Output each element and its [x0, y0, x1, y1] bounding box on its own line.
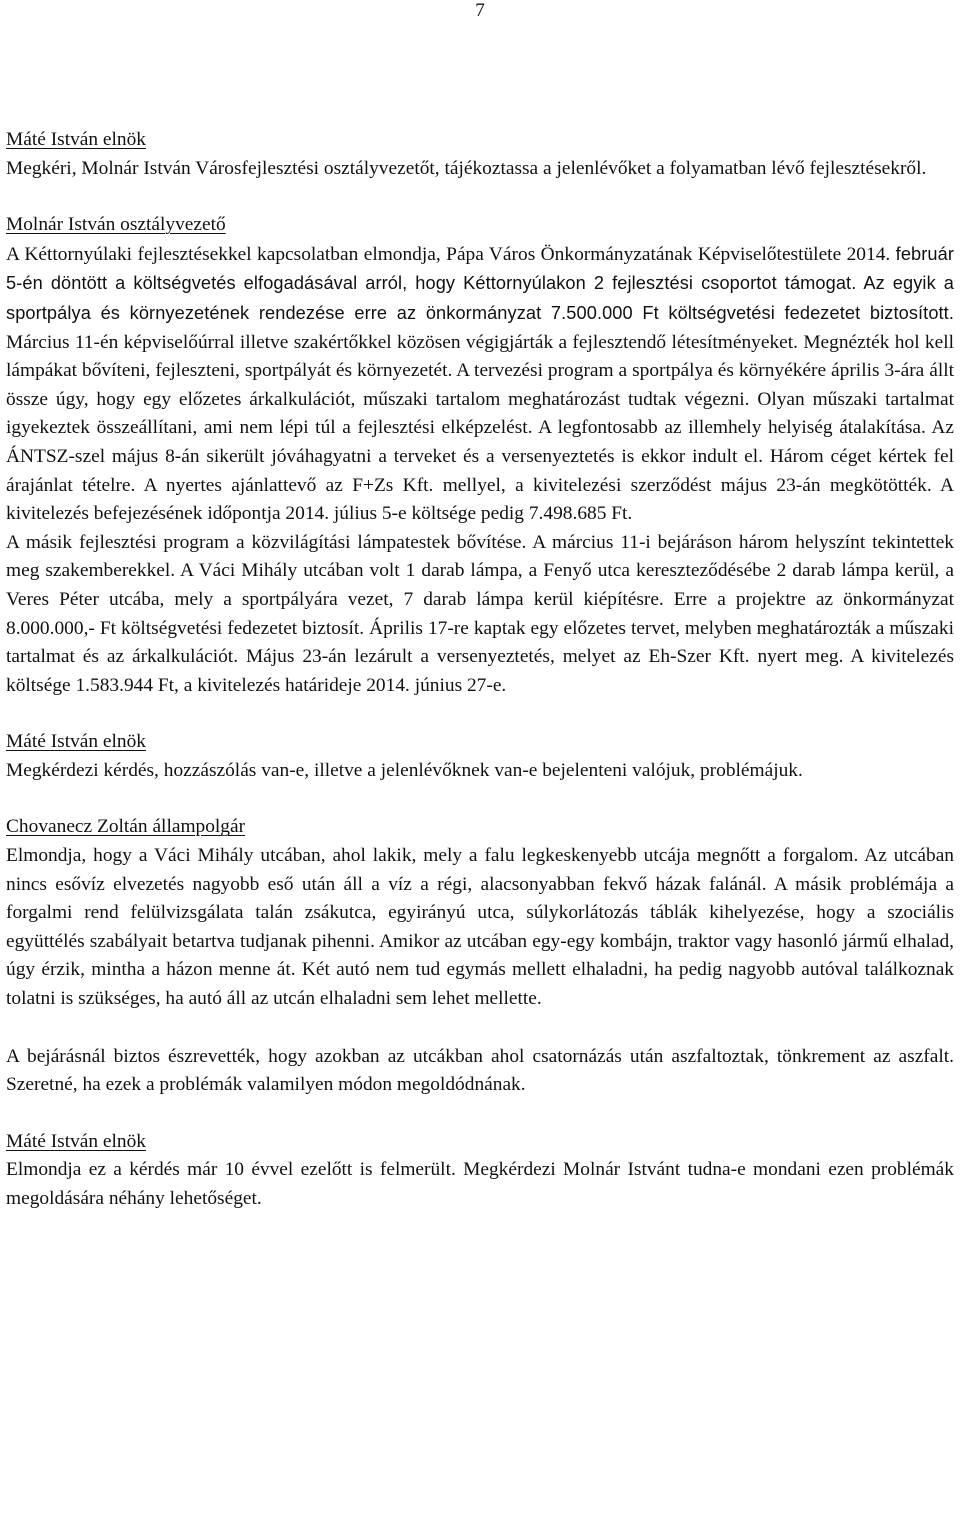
- paragraph-spacer: [6, 1014, 954, 1043]
- page-number: 7: [475, 0, 485, 21]
- paragraph: [6, 757, 954, 786]
- minutes-entry: [6, 1128, 954, 1214]
- paragraph: [6, 155, 954, 184]
- speaker-name: Máté István elnök: [6, 1130, 147, 1152]
- minutes-entry: [6, 126, 954, 183]
- text-segment: február 5-én döntött a költségvetés elfogadásával arról, hogy Kéttornyúlakon 2 fejlesztési csoportot támogat. Az egyik a sportpálya és környezetének rendezése erre az önkormányzat 7.500.000 Ft költségvetési fedezetet biztosított.: [6, 243, 954, 323]
- text-segment: Elmondja, hogy a Váci Mihály utcában, ahol lakik, mely a falu legkeskenyebb utcája megnőtt a forgalom. Az utcában nincs esővíz elvezetés nagyobb eső után áll a víz a régi, alacsonyabban fekvő házak falánál. A másik problémája a forgalmi rend felülvizsgálata talán zsákutca, egyirányú utca, súlykorlátozás táblák kihelyezése, hogy a szociális együttélés szabályait betartva tudjanak pihenni. Amikor az utcában egy-egy kombájn, traktor vagy hasonló jármű elhalad, úgy érzik, mintha a házon menne át. Két autó nem tud egymás mellett elhaladni, ha pedig nagyobb autóval találkoznak tolatni is szükséges, ha autó áll az utcán elhaladni sem lehet mellette.: [6, 845, 954, 1010]
- text-segment: Megkéri, Molnár István Városfejlesztési osztályvezetőt, tájékoztassa a jelenlévőket a folyamatban lévő fejlesztésekről.: [6, 157, 927, 179]
- paragraph: [6, 529, 954, 701]
- paragraph: [6, 240, 954, 529]
- speaker-name: Máté István elnök: [6, 129, 147, 150]
- minutes-entry: [6, 211, 954, 700]
- minutes-entry: [6, 728, 954, 785]
- paragraph: [6, 1156, 954, 1213]
- speaker-name: Máté István elnök: [6, 731, 147, 753]
- text-segment: A Kéttornyúlaki fejlesztésekkel kapcsolatban elmondja, Pápa Város Önkormányzatának Képviselőtestülete 2014.: [6, 243, 896, 265]
- text-segment: Megkérdezi kérdés, hozzászólás van-e, illetve a jelenlévőknek van-e bejelenteni valójuk, problémájuk.: [6, 759, 803, 781]
- text-segment: A bejárásnál biztos észrevették, hogy azokban az utcákban ahol csatornázás után aszfaltoztak, tönkrement az aszfalt. Szeretné, ha ezek a problémák valamilyen módon megoldódnának.: [6, 1045, 954, 1096]
- paragraph: [6, 1043, 954, 1100]
- text-segment: Elmondja ez a kérdés már 10 évvel ezelőtt is felmerült. Megkérdezi Molnár Istvánt tudna-e mondani ezen problémák megoldására néhány lehetőséget.: [6, 1159, 954, 1209]
- minutes-entry: [6, 813, 954, 1099]
- text-segment: A másik fejlesztési program a közvilágítási lámpatestek bővítése. A március 11-i bejáráson három helyszínt tekintettek meg szakemberekkel. A Váci Mihály utcában volt 1 darab lámpa, a Fenyő utca kereszteződésébe 2 darab lámpa kerül, a Veres Péter utcába, mely a sportpályára vezet, 7 darab lámpa kerül kiépítésre. Erre a projektre az önkormányzat 8.000.000,- Ft költségvetési fedezetet biztosít. Április 17-re kaptak egy előzetes tervet, melyben meghatározták a műszaki tartalmat és az árkalkulációt. Május 23-án lezárult a versenyeztetés, melyet az Eh-Szer Kft. nyert meg. A kivitelezés költsége 1.583.944 Ft, a kivitelezés határideje 2014. június 27-e.: [6, 531, 954, 696]
- document-body: [6, 126, 954, 1214]
- speaker-name: Chovanecz Zoltán állampolgár: [6, 816, 246, 838]
- text-segment: Március 11-én képviselőúrral illetve szakértőkkel közösen végigjárták a fejlesztendő létesítményeket. Megnézték hol kell lámpákat bővíteni, fejleszteni, sportpályát és környezetét. A tervezési program a sportpálya és környékére április 3-ára állt össze úgy, hogy egy előzetes árkalkulációt, műszaki tartalom meghatározást tudtak végezni. Olyan műszaki tartalmat igyekeztek összeállítani, ami nem lépi túl a fejlesztési elképzelést. A legfontosabb az illemhely helyiség átalakítása. Az ÁNTSZ-szel május 8-án sikerült jóváhagyatni a terveket és a versenyeztetés is ekkor indult el. Három céget kértek fel árajánlat tételre. A nyertes ajánlattevő az F+Zs Kft. mellyel, a kivitelezési szerződést május 23-án megkötötték. A kivitelezés befejezésének időpontja 2014. július 5-e költsége pedig 7.498.685 Ft.: [6, 331, 954, 525]
- paragraph: [6, 842, 954, 1014]
- speaker-name: Molnár István osztályvezető: [6, 214, 226, 236]
